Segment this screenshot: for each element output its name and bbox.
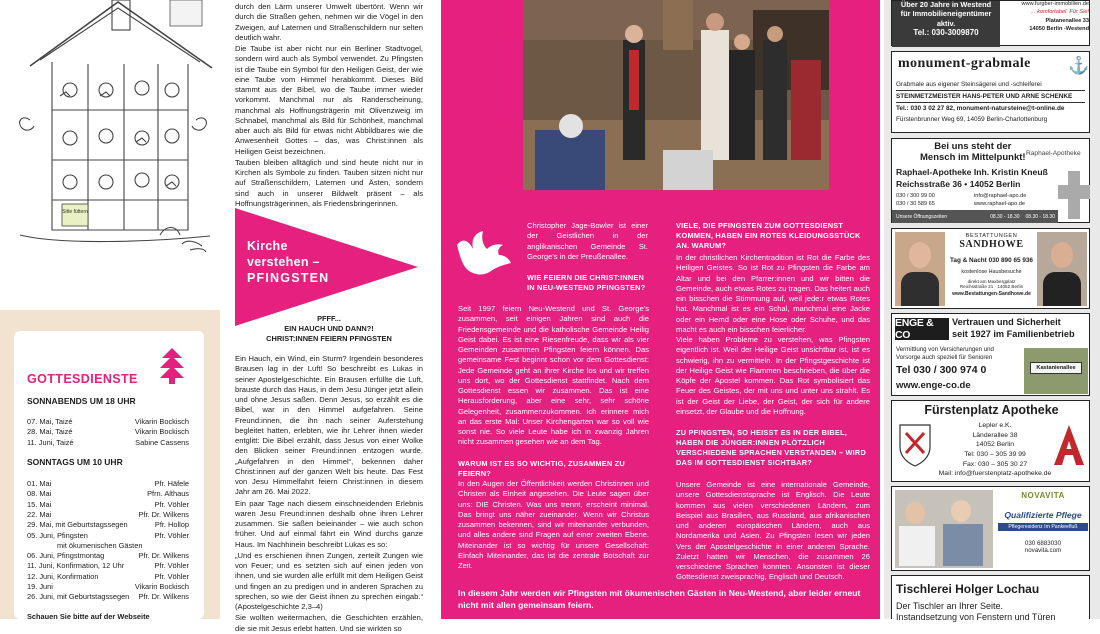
schedule-person: Pfr. Vöhler: [154, 571, 189, 581]
ad-line: Vertrauen und Sicherheit: [952, 317, 1061, 327]
ad-web: www.raphael-apo.de: [974, 201, 1025, 208]
ad-title: Fürstenplatz Apotheke: [924, 403, 1059, 417]
subheading-line: EIN HAUCH UND DANN?!: [284, 323, 374, 333]
schedule-row: [27, 561, 189, 570]
schedule-row: [27, 572, 189, 581]
schedule-person: Pfr. Dr. Wilkens: [138, 551, 189, 561]
banner-line: Kirche: [247, 239, 288, 253]
ad-address: [1002, 0, 1089, 34]
schedule-date: 22. Mai: [27, 509, 52, 519]
pharmacy-cross-icon: [1058, 167, 1090, 223]
schedule-date: 05. Juni, Pfingsten: [27, 530, 88, 540]
ad-title: monument-grabmale: [898, 56, 1031, 71]
schedule-row: [27, 582, 189, 591]
saturday-heading: SONNABENDS UM 18 UHR: [27, 396, 136, 406]
schedule-date: 06. Juni, Pfingstmontag: [27, 551, 105, 561]
ad-logo: ENGE & CO: [895, 318, 949, 340]
birdhouse-drawing: [0, 0, 225, 262]
paragraph: „Und es erschienen ihnen Zungen, zerteilt Zungen wie von Feuer; und es setzten sich auf einen jeden von ihnen, und sie wurden alle erfüllt mit dem Heiligen Geist und fingen an zu predigen und in anderen Sprachen zu sprechen, so wie der Geist ihnen zu sprechen eingab.“ (Apostelgeschichte 2,3–4): [235, 550, 423, 611]
ad-web: novavita.com: [1024, 547, 1062, 554]
ad-line: Grabmale aus eigener Steinsägerei und -schleiferei: [896, 81, 1042, 88]
gottesdienste-title: GOTTESDIENSTE: [27, 372, 138, 386]
schedule-date: mit ökumenischen Gästen: [57, 540, 143, 550]
ad-immobilien: [891, 0, 1090, 46]
sunday-heading: SONNTAGS UM 10 UHR: [27, 457, 123, 467]
ad-line: für Immobilieneigentümer: [900, 9, 992, 19]
ad-novavita: [891, 486, 1090, 571]
ad-line: Lepler e.K.: [978, 422, 1012, 429]
schedule-row: [27, 520, 189, 529]
subheading-line: CHRIST:INNEN FEIERN PFINGSTEN: [266, 333, 392, 343]
ad-enge-co: [891, 313, 1090, 396]
answer-2: In den Augen der Öffentlichkeit werden Christinnen und Christen als Einheit angesehen. Die Leute sagen über uns: DIE Christen. Was uns trennt, erscheint minimal. Das bringt uns näher zueinander. Wenn wir Christus zusammen bekennen, sind wir miteinander verbunden, und alles andere sind Fragen auf einer zweiten Ebene. Miteinander ist so wichtig für unsere Gesellschaft: Einfach Miteinander, das ist die zentrale Botschaft zur Zeit.: [458, 479, 649, 570]
ad-line: Mail: info@fuerstenplatz-apotheke.de: [938, 470, 1052, 478]
ad-title: Qualifizierte Pflege: [1004, 510, 1082, 520]
care-photo: [895, 490, 993, 568]
ad-text: [896, 346, 1022, 362]
ad-line: Fürstenbrunner Weg 69, 14059 Berlin-Charlottenburg: [896, 116, 1048, 124]
schedule-row: [27, 479, 189, 488]
schedule-date: 08. Mai: [27, 489, 52, 499]
ad-line: Reichsstraße 21 · 14052 Berlin: [959, 284, 1024, 289]
anchor-icon: ⚓: [1068, 56, 1090, 75]
schedule-date: 26. Juni, mit Geburtstagssegen: [27, 592, 130, 602]
ad-hours: 08.30 - 18.30: [990, 213, 1020, 220]
street-sign: Kastanienallee: [1030, 362, 1082, 374]
ad-line: STEINMETZMEISTER HANS-PETER UND ARNE SCHENKE: [896, 90, 1085, 103]
ad-phone: Tel 030 / 300 974 0: [896, 364, 987, 376]
schedule-person: Pfr. Vöhler: [154, 530, 189, 540]
ad-brand: Raphael-Apotheke: [1026, 150, 1081, 157]
ad-bestattungen: [891, 228, 1090, 309]
schedule-row: [27, 510, 189, 519]
schedule-date: 01. Mai: [27, 479, 52, 488]
street-sign-photo: [1024, 348, 1088, 394]
ad-line: Mensch im Mittelpunkt!: [920, 151, 1026, 163]
ad-line: Der Tischler an Ihrer Seite.: [896, 601, 1004, 611]
ad-line: Fax: 030 – 305 30 27: [962, 460, 1028, 468]
question-1: WIE FEIERN DIE CHRIST:INNEN IN NEU-WESTEND PFINGSTEN?: [527, 273, 646, 292]
paragraph: Die Taube ist aber nicht nur ein Berliner Stadtvogel, sondern wird auch als Symbol verwendet. Zu Pfingsten ist die Taube ein Symbol für den Heiligen Geist, der wie eine Taube vom Himmel herabkommt. Dieses Bild stammt aus der Bibel, wo die Taube immer wieder vorkommt. Manchmal nur als Randerscheinung, manchmal als Hoffnungsträgerin mit Olivenzweig im Schnabel, manchmal als Bild für Schönheit, manchmal aber auch als Bild für etwas nicht Abbildbares wie die Anwesenheit Gottes – das, was Christ:innen als Heiligen Geist bezeichnen.: [235, 44, 423, 156]
church-photo: [523, 0, 829, 190]
schedule-person: Sabine Cassens: [135, 437, 189, 447]
ad-title: Tischlerei Holger Lochau: [896, 582, 1040, 596]
schedule-person: Pfr. Dr. Wilkens: [138, 509, 189, 519]
ad-fax: 030 / 30 589 65: [896, 201, 935, 208]
ad-web: www.Bestattungen-Sandhowe.de: [952, 291, 1031, 297]
ad-line: Tel: 030 – 305 39 99: [964, 450, 1026, 458]
ad-fuerstenplatz-apotheke: [891, 400, 1090, 482]
dove-icon: [453, 231, 511, 277]
ad-line: kostenlose Hausbesuche: [961, 269, 1022, 275]
ad-hours: 08.30 - 18.30: [1025, 213, 1055, 220]
ad-brand1: BESTATTUNGEN: [965, 233, 1018, 239]
ad-line: seit 1927 im Familienbetrieb: [952, 328, 1075, 339]
schedule-person: Pfr. Hollop: [154, 520, 189, 530]
ad-text: [896, 79, 1085, 125]
banner-line: verstehen –: [247, 255, 320, 269]
ad-tel: 030 / 300 99 00: [896, 193, 935, 199]
schedule-row: [27, 551, 189, 560]
photo-woman: [895, 232, 945, 306]
schedule-person: Vikarin Bockisch: [134, 427, 189, 437]
ad-slogan: ... komfortabel. Für Sie!: [1030, 9, 1089, 16]
schedule-row: [27, 427, 189, 436]
schedule-row: [27, 417, 189, 426]
ad-text: [948, 233, 1035, 297]
schedule-row: [27, 438, 189, 447]
question-2: WARUM IST ES SO WICHTIG, ZUSAMMEN ZU FEIERN?: [458, 459, 625, 478]
answer-3: In der christlichen Kirchentradition ist Rot die Farbe des Heiligen Geistes. So ist Rot zu Pfingsten die Farbe am Altar und bei den Pfarrer:innen und wir bitten die Gemeinde, auch etwas Rotes zu tragen. Das heitert auch ein bisschen die Stimmung auf, weil jede:r etwas Rotes hat. Manchmal ist es ein Schal, manchmal eine Jacke oder ein Hemd oder eine Hose oder Schuhe, und das macht es auch ein bisschen feierlicher. Viele haben Probleme zu verstehen, was Pfingsten eigentlich ist. Weil der Heilige Geist unsichtbar ist, ist es schwierig, ihn zu vermitteln. In der Pfingstgeschichte ist der Heilige Geist wie Flammen beschrieben, die über die Köpfe der Apostel kommen. Das Rot symbolisiert das Feuer des Geistes, der mit uns und unter uns strahlt. Es ist der Geist der Liebe, der Geist, der sich für andere einsetzt, der Glaube und die Hoffnung.: [676, 253, 870, 416]
photo-caption: Christopher Jage-Bowler ist einer der Geistlichen in der anglikanischen Gemeinde St. George's in der Preußenallee.: [527, 221, 648, 261]
schedule-person: Pfr. Dr. Wilkens: [138, 592, 189, 602]
paragraph: durch den Lärm unserer Umwelt übertönt. Wenn wir durch die Straßen gehen, nehmen wir die Vögel in den Zweigen, auf Laternen und Straßenschildern nur selten deutlich wahr.: [235, 2, 423, 42]
schedule-date: 29. Mai, mit Geburtstagssegen: [27, 520, 128, 530]
schedule-person: Pfr. Vöhler: [154, 561, 189, 571]
photo-man: [1037, 232, 1087, 306]
ad-line: direkt am Maxbergplatz: [967, 279, 1016, 284]
paragraph: Ein Hauch, ein Wind, ein Sturm? Irgendein besonderes Brausen lag in der Luft! So beschreibt es Lukas in seiner Apostelgeschichte. Ein Brausen erfüllte die Luft, brauste durch das Haus, in dem Jesu Jünger jetzt allein und ohne Jesus saßen. Denn Jesus, so erzählt es die Bibel, war in den Himmel aufgefahren. Seine Freund:innen, die ihn nach seiner Auferstehung begleitet hatten, erlebten, wie ihr Lehrer ihnen wieder entglitt: Die Bibel erzählt, dass Jesus von einer Wolke den Blicken seiner Freund:innen entzogen wurde. „Aufgefahren in den Himmel“, bekennen daher Christ:innen auf der ganzen Welt bis heute. Das Fest von Jesu Himmelfahrt feiern Christ:innen in diesem Jahr am 26. Mai 2022.: [235, 354, 423, 497]
banner-line: PFINGSTEN: [247, 271, 330, 285]
tree-icon: [160, 348, 184, 384]
ad-line: Instandsetzung von Fenstern und Türen: [896, 612, 1056, 622]
answer-1: Seit 1997 feiern Neu-Westend und St. George's zusammen, seit einigen Jahren sind auch die Friedensgemeinde und die katholische Gemeinde Heilig Geist dabei. Es ist eine Riesenfreude, dass wir als vier Gemeinden zusammen Pfingsten feiern können. Das gemeinsame Fest beginnt schon vor dem Gottesdienst: Jede Gemeinde geht an ihrer Kirche los und wir treffen uns dort, wo der Gottesdienst stattfindet. Nach dem Gottesdienst essen wir zusammen. Das ist eine Herausforderung, aber eine sehr, sehr schöne Gelegenheit, zusammenzukommen. Ich erinnere mich an das erste Mal: Unser Kirchengarten war so voll wie sonst nie. So viele Leute habe ich in zwanzig Jahren nicht zusammen gesehen wie an dem Tag.: [458, 304, 649, 447]
ad-text: [998, 491, 1088, 554]
schedule-date: 11. Juni, Konfirmation, 12 Uhr: [27, 561, 125, 571]
ad-contacts: [896, 192, 1052, 209]
ad-address: Reichsstraße 36 • 14052 Berlin: [896, 179, 1021, 189]
question-4: ZU PFINGSTEN, SO HEISST ES IN DER BIBEL, HABEN DIE JÜNGER:INNEN PLÖTZLICH VERSCHIEDENE SPRACHEN VERSTANDEN – WIRD DAS IM GOTTESDIENST SICHTBAR?: [676, 428, 866, 467]
ad-line: Länderallee 38: [972, 431, 1018, 439]
schedule-person: Vikarin Bockisch: [134, 417, 189, 426]
coat-of-arms-icon: [898, 423, 932, 467]
ad-phone: 030 6883030: [1024, 540, 1062, 547]
ad-web: www.enge-co.de: [896, 380, 971, 391]
ad-line: Bei uns steht der: [934, 141, 1012, 152]
schedule-row: [27, 541, 189, 550]
ad-phone: Tag & Nacht 030 890 65 936: [949, 257, 1033, 264]
ad-hours-label: Unsere Öffnungszeiten: [896, 213, 948, 220]
paragraph: Ein paar Tage nach diesem einschneidenden Erlebnis waren Jesu Freund:innen deshalb ohne ihren Lehrer zusammen. Sie saßen beieinander – wie auch schon früher. Und auf einmal fährt ein Wind durchs ganze Haus. Im Nachhinein beschreibt Lukas es so:: [235, 498, 423, 549]
answer-4: Unsere Gemeinde ist eine internationale Gemeinde, unsere Gottesdienstsprache ist Englisch. Die Leute kommen aus vielen verschiedenen Ländern, zum Beispiel aus Brasilien, aus Russland, aus afrikanischen und anderen europäischen Ländern, auch aus Nordamerika und Asien. Zu Pfingsten lesen wir jeden Vers der Apostelgeschichte in einer anderen Sprache. Zuletzt hatten wir Menschen, die zusammen 26 verschiedene Sprachen konnten. Ansonsten ist dieser Gottesdienst zweisprachig, Englisch und Deutsch.: [676, 480, 870, 582]
ad-hours-bar: [892, 210, 1058, 223]
paragraph: Tauben bleiben alltäglich und sind heute nicht nur in Kirchen als Symbole zu finden. Tauben sitzen nicht nur auf Straßenschildern, Laternen und Ästen, sondern sind auch in unserer Bildwelt präsent – als Hoffnungsträgerinnen, als Friedensbringerinnen.: [235, 157, 423, 208]
banner-text: [247, 238, 329, 286]
paragraph: Sie wollten weitermachen, die Geschichten erzählen, die sie mit Jesus erlebt hatten. Und sie wirkten so: [235, 613, 423, 633]
ad-text: [894, 0, 998, 39]
gottesdienste-footer: Schauen Sie bitte auf der Webseite: [27, 612, 150, 621]
schedule-person: Vikarin Bockisch: [134, 582, 189, 591]
ad-mail: info@raphael-apo.de: [974, 193, 1027, 199]
ad-name: Raphael-Apotheke Inh. Kristin Kneuß: [896, 167, 1048, 177]
ad-line: Tel.: 030 3 02 27 82, monument-natursteine@t-online.de: [896, 105, 1065, 113]
schedule-person: Pfr. Vöhler: [154, 499, 189, 509]
pfingsten-article-body: [235, 354, 423, 633]
ad-line: Über 20 Jahre in Westend: [900, 0, 992, 9]
ad-tischlerei: [891, 575, 1090, 622]
dove-article-continuation: [235, 2, 423, 210]
ad-brand2: SANDHOWE: [959, 239, 1024, 250]
schedule-date: 11. Juni, Taizé: [27, 437, 74, 447]
ad-logo: NOVAVITA: [1021, 491, 1065, 500]
ad-sub: Pflegeresidenz Im Pankeefluß: [998, 523, 1088, 531]
ad-line: 14052 Berlin: [975, 441, 1015, 449]
closing-statement: In diesem Jahr werden wir Pfingsten mit ökumenischen Gästen in Neu-Westend, aber leider erneut nicht mit allen gemeinsam feiern.: [458, 588, 861, 610]
schedule-date: 28. Mai, Taizé: [27, 427, 73, 437]
ad-line: Vermittlung von Versicherungen und: [896, 346, 994, 353]
pharmacy-a-icon: [1052, 423, 1086, 467]
schedule-row: [27, 592, 189, 601]
ad-raphael-apotheke: [891, 138, 1090, 223]
ad-line: Vorsorge auch speziell für Senioren: [896, 354, 993, 362]
ad-slogan: [920, 142, 1026, 163]
schedule-person: Pfrn. Althaus: [147, 489, 189, 499]
schedule-date: 12. Juni, Konfirmation: [27, 571, 99, 581]
subheading-line: PFFF...: [317, 314, 341, 323]
ad-headline: [952, 317, 1075, 340]
ad-web: www.furgber-immobilien.de: [1021, 1, 1089, 7]
ad-city: 14050 Berlin -Westend: [1029, 26, 1089, 33]
ad-phone: Tel.: 030-3009870: [913, 28, 979, 38]
schedule-person: Pfr. Häfele: [154, 479, 189, 488]
ad-text: [936, 421, 1054, 479]
question-3: VIELE, DIE PFINGSTEN ZUM GOTTESDIENST KOMMEN, HABEN EIN ROTES KLEIDUNGSSTÜCK AN. WARUM?: [676, 221, 861, 250]
ad-street: Platanenallee 33: [1045, 17, 1089, 24]
ad-monument: [891, 51, 1090, 133]
schedule-date: 19. Juni: [27, 582, 53, 591]
schedule-date: 15. Mai: [27, 499, 52, 509]
illustration-sign: Sitte füttern: [62, 209, 88, 215]
article-subheading: [235, 314, 423, 344]
schedule-row: [27, 531, 189, 540]
birdhouse-illustration: [0, 0, 225, 262]
schedule-row: [27, 489, 189, 498]
schedule-date: 07. Mai, Taizé: [27, 417, 73, 426]
church-photo-scene: [523, 0, 829, 190]
schedule-row: [27, 500, 189, 509]
ad-line: aktiv.: [936, 18, 956, 28]
